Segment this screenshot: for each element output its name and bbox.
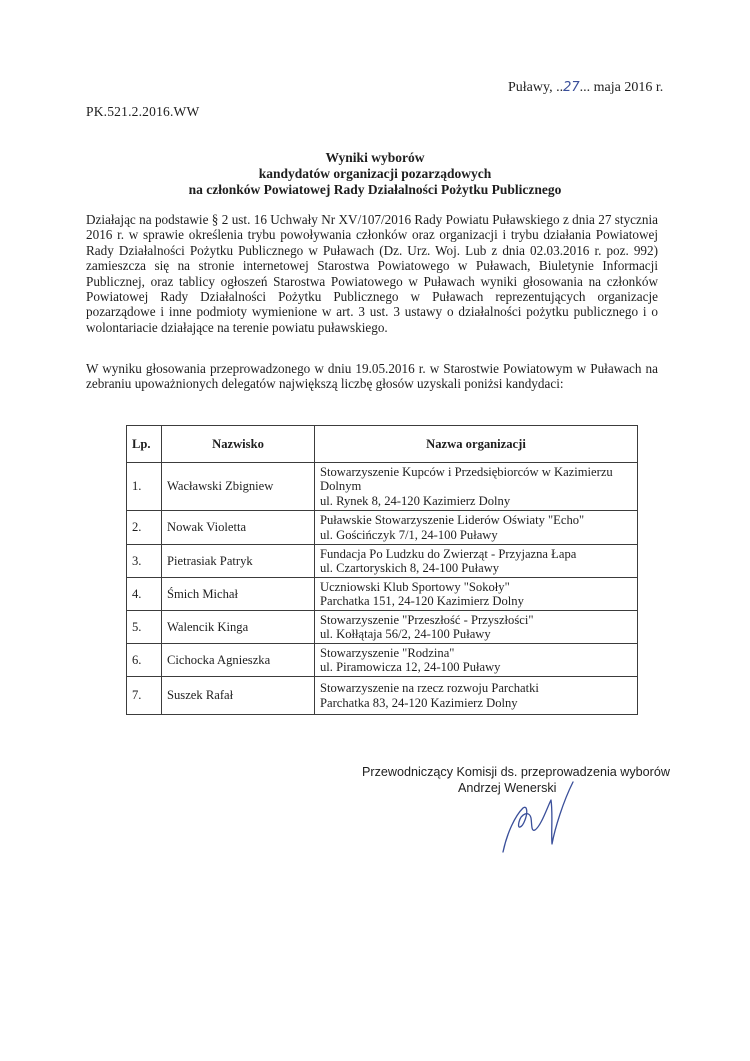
table-row (127, 578, 638, 611)
org-address: ul. Kołłątaja 56/2, 24-100 Puławy (320, 627, 491, 641)
table-row (127, 511, 638, 545)
legal-basis-paragraph: Działając na podstawie § 2 ust. 16 Uchwały Nr XV/107/2016 Rady Powiatu Puławskiego z dnia 27 stycznia 2016 r. w sprawie określenia trybu powoływania członków oraz organizacji i trybu działania Powiatowej Rady Działalności Pożytku Publicznego w Puławach (Dz. Urz. Woj. Lub z dnia 02.03.2016 r. poz. 992) zamieszcza się na stronie internetowej Starostwa Powiatowego w Puławach, Biuletynie Informacji Publicznej, oraz tablicy ogłoszeń Starostwa Powiatowego w Puławach wyniki głosowania na członków Powiatowej Rady Działalności Pożytku Publicznego w Puławach reprezentujących organizacje pozarządowe i inne podmioty wymienione w art. 3 ust. 3 ustawy o działalności pożytku publicznego i o wolontariacie działające na terenie powiatu puławskiego. (86, 212, 658, 335)
org-address: ul. Czartoryskich 8, 24-100 Puławy (320, 561, 500, 575)
row-name: Cichocka Agnieszka (162, 644, 315, 677)
header-name: Nazwisko (162, 426, 315, 463)
org-address: ul. Gościńczyk 7/1, 24-100 Puławy (320, 527, 498, 542)
place-label: Puławy, .. (508, 80, 564, 95)
voting-result-paragraph: W wyniku głosowania przeprowadzonego w dniu 19.05.2016 r. w Starostwie Powiatowym w Puławach na zebraniu upoważnionych delegatów największą liczbę głosów uzyskali poniżsi kandydaci: (86, 361, 658, 392)
date-rest: ... maja 2016 r. (579, 80, 664, 95)
table-header-row (127, 426, 638, 463)
org-name: Fundacja Po Ludzku do Zwierząt - Przyjazna Łapa (320, 546, 577, 561)
org-address: ul. Piramowicza 12, 24-100 Puławy (320, 660, 501, 674)
place-and-date (508, 80, 663, 96)
title-line-3: na członków Powiatowej Rady Działalności Pożytku Publicznego (188, 182, 562, 197)
row-lp: 1. (127, 463, 162, 511)
table-row (127, 644, 638, 677)
org-name: Stowarzyszenie "Rodzina" (320, 645, 455, 660)
row-lp: 2. (127, 511, 162, 545)
title-line-1: Wyniki wyborów (325, 150, 425, 165)
row-name: Walencik Kinga (162, 611, 315, 644)
row-lp: 7. (127, 677, 162, 715)
row-name: Pietrasiak Patryk (162, 545, 315, 578)
row-organization (315, 545, 638, 578)
table-row (127, 545, 638, 578)
header-organization: Nazwa organizacji (315, 426, 638, 463)
row-name: Suszek Rafał (162, 677, 315, 715)
candidates-table (126, 425, 638, 715)
row-lp: 5. (127, 611, 162, 644)
row-name: Nowak Violetta (162, 511, 315, 545)
title-line-2: kandydatów organizacji pozarządowych (258, 166, 492, 181)
document-title (80, 150, 670, 198)
org-address: Parchatka 151, 24-120 Kazimierz Dolny (320, 594, 524, 608)
row-organization (315, 511, 638, 545)
signatory-title: Przewodniczący Komisji ds. przeprowadzenia wyborów (362, 765, 670, 779)
signatory-name: Andrzej Wenerski (458, 781, 557, 795)
row-lp: 6. (127, 644, 162, 677)
reference-number: PK.521.2.2016.WW (86, 104, 200, 119)
row-name: Wacławski Zbigniew (162, 463, 315, 511)
row-organization (315, 578, 638, 611)
handwritten-signature (495, 778, 575, 858)
table-row (127, 611, 638, 644)
org-name: Puławskie Stowarzyszenie Liderów Oświaty "Echo" (320, 513, 585, 528)
org-address: ul. Rynek 8, 24-120 Kazimierz Dolny (320, 493, 511, 508)
row-lp: 3. (127, 545, 162, 578)
org-name: Stowarzyszenie Kupców i Przedsiębiorców w Kazimierzu Dolnym (320, 464, 613, 494)
row-lp: 4. (127, 578, 162, 611)
row-organization (315, 463, 638, 511)
row-organization (315, 677, 638, 715)
table-row (127, 463, 638, 511)
table-row (127, 677, 638, 715)
org-name: Stowarzyszenie "Przeszłość - Przyszłości" (320, 612, 534, 627)
org-address: Parchatka 83, 24-120 Kazimierz Dolny (320, 695, 518, 710)
row-organization (315, 644, 638, 677)
org-name: Uczniowski Klub Sportowy "Sokoły" (320, 579, 510, 594)
row-name: Śmich Michał (162, 578, 315, 611)
org-name: Stowarzyszenie na rzecz rozwoju Parchatki (320, 681, 539, 696)
handwritten-day: 27 (563, 80, 580, 95)
header-lp: Lp. (127, 426, 162, 463)
row-organization (315, 611, 638, 644)
